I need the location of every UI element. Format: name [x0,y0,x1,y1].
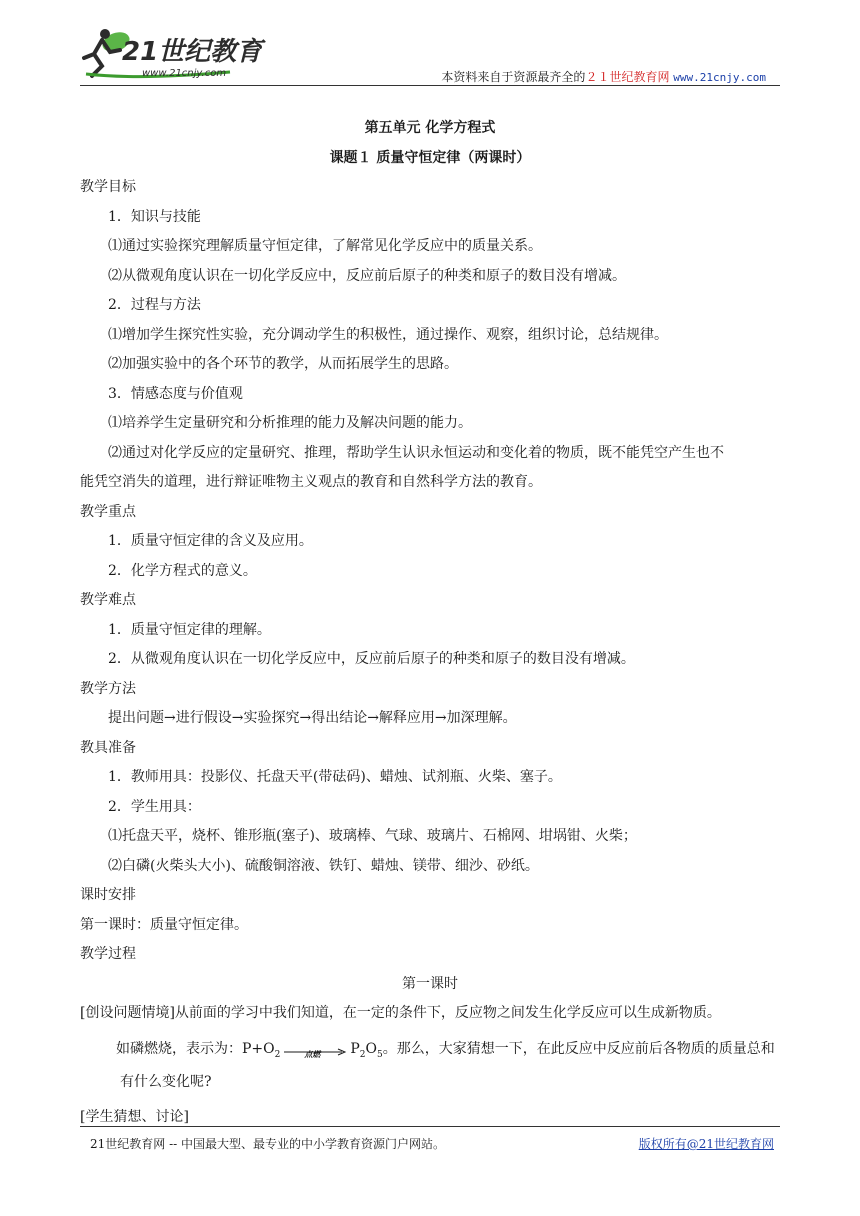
student-tools-b: ⑵白磷(火柴头大小)、硫酸铜溶液、铁钉、蜡烛、镁带、细沙、砂纸。 [108,857,539,874]
goal-process: 2．过程与方法 [108,297,201,313]
difficulties-heading: 教学难点 [80,592,136,608]
footer-tagline: 21世纪教育网 -- 中国最大型、最专业的中小学教育资源门户网站。 [90,1137,446,1151]
source-url-link[interactable]: www.21cnjy.com [673,71,766,84]
equation-suffix: 。那么，大家猜想一下，在此反应中反应前后各物质的质量总和 [382,1040,775,1057]
page-footer [80,1126,780,1151]
source-notice [441,68,766,85]
difficulty-2: 2．从微观角度认识在一切化学反应中，反应前后原子的种类和原子的数目没有增减。 [108,651,635,667]
student-tools: 2．学生用具： [108,798,201,815]
goal-knowledge: 1．知识与技能 [108,208,201,225]
goal-attitude-b-line1: ⑵通过对化学反应的定量研究、推理，帮助学生认识永恒运动和变化着的物质，既不能凭空产生也不 [108,444,724,461]
process-heading: 教学过程 [80,946,136,962]
equation-o-subscript: 5 [377,1049,383,1060]
lesson-title: 课题１ 质量守恒定律（两课时） [329,149,531,166]
equation-product-p: P [350,1040,360,1057]
goal-attitude-b-line2: 能凭空消失的道理，进行辩证唯物主义观点的教育和自然科学方法的教育。 [80,474,542,490]
schedule-heading: 课时安排 [80,887,136,903]
footer-divider [80,1126,780,1127]
scenario-text: [创设问题情境]从前面的学习中我们知道，在一定的条件下，反应物之间发生化学反应可以生成新物质。 [80,1005,721,1021]
goal-attitude: 3．情感态度与价值观 [108,385,243,402]
teacher-tools: 1．教师用具：投影仪、托盘天平(带砝码)、蜡烛、试剂瓶、火柴、塞子。 [108,769,562,785]
method-heading: 教学方法 [80,680,136,697]
copyright-link[interactable]: 版权所有@21世纪教育网 [638,1137,774,1151]
key-points-heading: 教学重点 [80,503,136,520]
student-tools-a: ⑴托盘天平，烧杯、锥形瓶(塞子)、玻璃棒、气球、玻璃片、石棉网、坩埚钳、火柴； [108,828,637,844]
key-point-2: 2．化学方程式的意义。 [108,562,257,579]
difficulty-1: 1．质量守恒定律的理解。 [108,621,271,638]
equation-o2-subscript: 2 [274,1049,281,1060]
logo-url: www.21cnjy.com [142,68,227,79]
goal-knowledge-b: ⑵从微观角度认识在一切化学反应中，反应前后原子的种类和原子的数目没有增减。 [108,267,626,284]
tools-heading: 教具准备 [80,739,136,756]
method-text: 提出问题→进行假设→实验探究→得出结论→解释应用→加深理解。 [108,710,517,726]
site-logo[interactable] [80,22,280,84]
equation-prefix: 如磷燃烧，表示为： [116,1040,242,1057]
equation-product-o: O [365,1040,378,1057]
source-prefix: 本资料来自于资源最齐全的 [441,70,586,84]
goal-knowledge-a: ⑴通过实验探究理解质量守恒定律，了解常见化学反应中的质量关系。 [108,238,542,254]
reaction-arrow [282,1040,348,1058]
first-lesson-heading: 第一课时 [402,975,458,992]
page-header [80,22,780,92]
goal-process-b: ⑵加强实验中的各个环节的教学，从而拓展学生的思路。 [108,356,458,372]
equation-reactants: P+O [242,1040,275,1057]
reaction-condition: 点燃 [304,1048,321,1059]
goal-process-a: ⑴增加学生探究性实验，充分调动学生的积极性，通过操作、观察，组织讨论，总结规律。 [108,326,668,343]
equation-line [80,1029,780,1069]
source-site[interactable]: ２１世纪教育网 [585,70,670,84]
runner-logo-icon [80,22,280,84]
student-guess: [学生猜想、讨论] [80,1108,189,1125]
equation-p-subscript: 2 [359,1049,366,1060]
unit-title: 第五单元 化学方程式 [364,120,496,136]
goal-attitude-a: ⑴培养学生定量研究和分析推理的能力及解决问题的能力。 [108,415,472,431]
document-body [80,114,780,1132]
schedule-item: 第一课时：质量守恒定律。 [80,916,248,933]
header-divider [80,85,780,86]
goals-heading: 教学目标 [80,179,136,195]
logo-text: 21世纪教育 [122,37,263,67]
equation-continuation: 有什么变化呢? [120,1073,212,1090]
key-point-1: 1．质量守恒定律的含义及应用。 [108,533,313,549]
arrow-icon [282,1040,348,1058]
